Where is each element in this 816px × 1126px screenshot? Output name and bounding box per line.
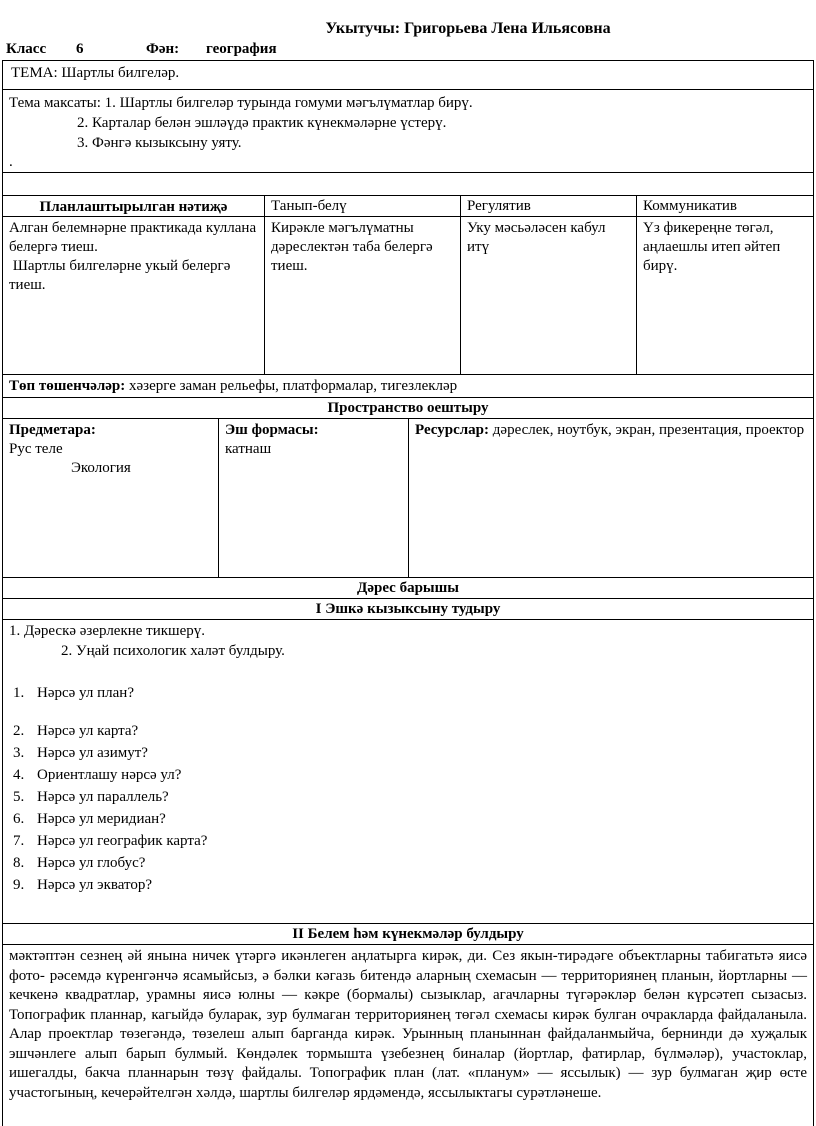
concepts-row: [2, 374, 814, 398]
lesson-title-row: [2, 577, 814, 599]
planned-result-1: Алган белемнәрне практикада кулланa белергә тиеш.: [9, 220, 257, 255]
list-item: 9. Нәрсә ул экватор?: [13, 877, 153, 893]
work-forms-value: катнаш: [225, 441, 272, 457]
goal-line-1: Тема максаты: 1. Шартлы билгеләр турында гомуми мәгълүматлар бирү.: [9, 95, 473, 111]
stage2-title-row: [2, 923, 814, 945]
resources-cell: [409, 419, 813, 577]
work-forms-label: Эш формасы:: [225, 422, 319, 438]
subject-label: Фән:: [146, 41, 180, 57]
goal-line-4: .: [9, 154, 13, 170]
stage1-body-row: [2, 619, 814, 924]
goal-line-3: 3. Фәнгә кызыксыну уяту.: [77, 135, 242, 151]
interdisciplinary-cell: [3, 419, 219, 577]
concepts-value: хәзерге заман рельефы, платформалар, тигезлекләр: [125, 378, 458, 394]
list-item: 1. Нәрсә ул план?: [13, 685, 134, 701]
list-item: 5. Нәрсә ул параллель?: [13, 789, 169, 805]
header-communicative: Коммуникатив: [643, 198, 738, 214]
work-forms-cell: [219, 419, 409, 577]
space-title-row: [2, 397, 814, 419]
list-item: 7. Нәрсә ул географик карта?: [13, 833, 208, 849]
stage2-title: II Белем һәм күнекмәләр булдыру: [292, 926, 524, 942]
class-value: 6: [76, 41, 84, 57]
stage1-title-row: [2, 598, 814, 620]
header-cognitive: Танып-белү: [265, 196, 461, 216]
resources-label: Ресурслар:: [415, 422, 490, 438]
resources-value: дәреслек, ноутбук, экран, презентация, проектор: [489, 422, 805, 438]
cognitive-cell: Кирәкле мәгълүматны дәреслектән таба белергә тиеш.: [265, 217, 461, 374]
interdisciplinary-1: Рус теле: [9, 441, 63, 457]
space-body-row: [2, 418, 814, 578]
lesson-title: Дәрес барышы: [357, 580, 459, 596]
concepts-label: Төп төшенчәләр:: [9, 378, 126, 394]
subject-value: география: [206, 41, 277, 57]
results-body-row: [2, 216, 814, 375]
interdisciplinary-label: Предметара:: [9, 422, 96, 438]
space-title: Пространство оештыру: [327, 400, 489, 416]
interdisciplinary-2: Экология: [71, 460, 131, 476]
planned-result-2: Шартлы билгеләрне укый белергә тиеш.: [9, 258, 235, 293]
stage2-text: мәктәптән сезнең әй янына ничек үтәргә икәнлеген аңлатырга кирәк, ди. Сез якын-тирәдәге объектларны табигатьтә яисә фото- рәсемдә күренгәнчә ясамыйсыз, ә бәлки кәгазь битендә аларның схемасын — территориянең планын, йортларны — кечкенә квадратлар, урамны яисә юлны — кәкре (бормалы) сызыклар, агачларны түгәрәкләр белән күрсәтеп сызасыз. Топографик планнар, кагыйдә буларак, зур булмаган территориянең төгәл схемасы кирәк булган очракларда файдаланыла. Алар проектлар төзегәндә, төзелеш алып барганда кирәк. Урынның планыннан файдаланмыйча, бернинди дә хуҗалык эшчәнлеге алып барып булмый. Көндәлек тормышта үзебезнең биналар (йортлар, фатирлар, бүлмәләр), участоклар, ишегалды, бакча планнарын төзү файдалы. Топографик план (лат. «планум» — яссылык) — зур булмаган җир өсте участогының, кечерәйтелгән хәлдә, шартлы билгеләр ярдәмендә, яссылыктагы сурәтләнеше.: [9, 948, 807, 1101]
teacher-name: Укытучы: Григорьева Лена Ильясовна: [325, 20, 611, 37]
header-planned-results: Планлаштырылган нәтиҗә: [3, 196, 265, 216]
list-item: 4. Ориентлашу нәрсә ул?: [13, 767, 182, 783]
list-item: 3. Нәрсә ул азимут?: [13, 745, 148, 761]
goal-line-2: 2. Карталар белән эшләүдә практик күнекмәләрне үстерү.: [77, 115, 447, 131]
stage1-title: I Эшкә кызыксыну тудыру: [315, 601, 501, 617]
goals-row: [2, 89, 814, 173]
question-list-continued: [13, 720, 207, 896]
empty-row: [2, 172, 814, 196]
stage2-body-row: [2, 944, 814, 1126]
list-item: 2. Нәрсә ул карта?: [13, 723, 139, 739]
regulative-cell: Уку мәсьәләсен кабул итү: [461, 217, 637, 374]
stage1-item-1: 1. Дәрескә әзерлекне тикшерү.: [9, 623, 206, 639]
planned-results-cell: [3, 217, 265, 374]
results-header-row: [2, 195, 814, 217]
list-item: 8. Нәрсә ул глобус?: [13, 855, 146, 871]
question-list: [13, 682, 134, 704]
class-label: Класс: [6, 41, 47, 57]
topic-text: ТЕМА: Шартлы билгеләр.: [11, 65, 180, 81]
topic-row: [2, 60, 814, 90]
concepts-text: [9, 377, 457, 396]
class-subject-line: [6, 41, 277, 58]
list-item: 6. Нәрсә ул меридиан?: [13, 811, 166, 827]
header-regulative: Регулятив: [461, 196, 637, 216]
communicative-cell: Үз фикереңне төгәл, аңлаешлы итеп әйтеп бирү.: [643, 220, 781, 274]
stage1-item-2: 2. Уңай психологик халәт булдыру.: [61, 643, 285, 659]
